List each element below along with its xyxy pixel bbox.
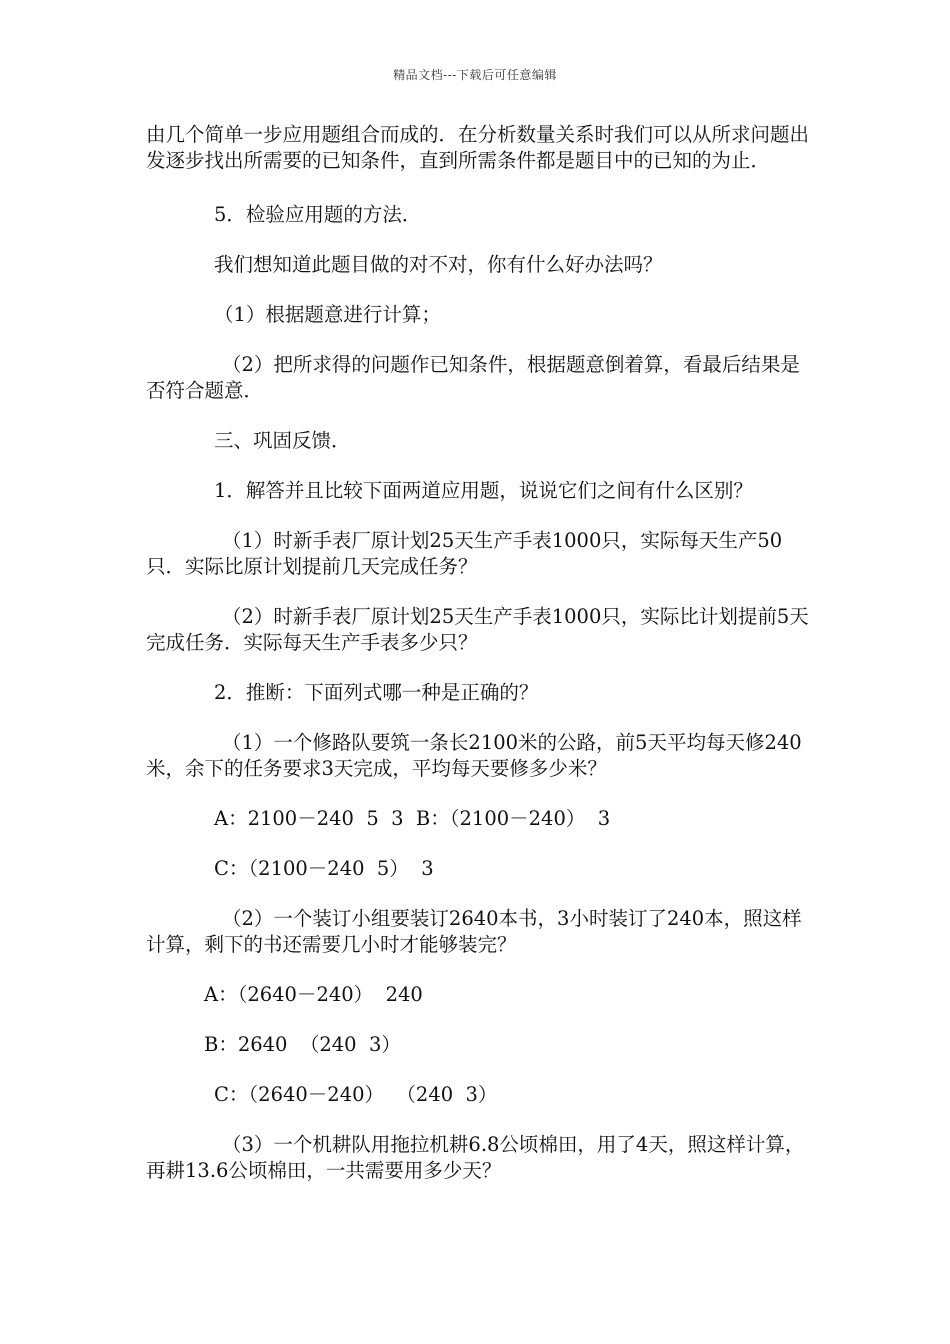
exercise-1-item-2: （2）时新手表厂原计划25天生产手表1000只，实际比计划提前5天完成任务．实际每天生产手表多少只？ [146,605,809,654]
exercise-1-heading: 1．解答并且比较下面两道应用题，说说它们之间有什么区别？ [214,479,753,502]
document-body [146,122,812,1184]
section-heading-5: 5．检验应用题的方法． [214,203,422,226]
exercise-2-item-2: （2）一个装订小组要装订2640本书，3小时装订了240本，照这样计算，剩下的书还需要几小时才能够装完？ [146,907,802,956]
exercise-2-item-1: （1）一个修路队要筑一条长2100米的公路，前5天平均每天修240米，余下的任务要求3天完成，平均每天要修多少米？ [146,731,802,780]
page-header: 精品文档---下载后可任意编辑 [393,68,557,82]
exercise-2-heading: 2．推断：下面列式哪一种是正确的？ [214,681,539,704]
exercise-2-item-2-option-c: C：（2640－240） （240 3） [214,1083,498,1106]
paragraph-question: 我们想知道此题目做的对不对，你有什么好办法吗？ [214,253,663,276]
exercise-2-option-c: C：（2100－240 5） 3 [214,857,434,880]
exercise-2-option-ab: A：2100－240 5 3 B：（2100－240） 3 [214,807,611,830]
paragraph-intro: 由几个简单一步应用题组合而成的．在分析数量关系时我们可以从所求问题出发逐步找出所需要的已知条件，直到所需条件都是题目中的已知的为止． [146,123,810,172]
exercise-2-item-3: （3）一个机耕队用拖拉机耕6.8公顷棉田，用了4天，照这样计算，再耕13.6公顷棉田，一共需要用多少天？ [146,1133,805,1182]
exercise-2-item-2-option-a: A：（2640－240） 240 [204,983,423,1006]
section-heading-3: 三、巩固反馈． [214,429,351,452]
list-item-1: （1）根据题意进行计算； [214,303,441,326]
exercise-2-item-2-option-b: B：2640 （240 3） [204,1033,401,1056]
exercise-1-item-1: （1）时新手表厂原计划25天生产手表1000只，实际每天生产50只．实际比原计划提前几天完成任务？ [146,529,783,578]
list-item-2: （2）把所求得的问题作已知条件，根据题意倒着算，看最后结果是否符合题意． [146,353,800,402]
